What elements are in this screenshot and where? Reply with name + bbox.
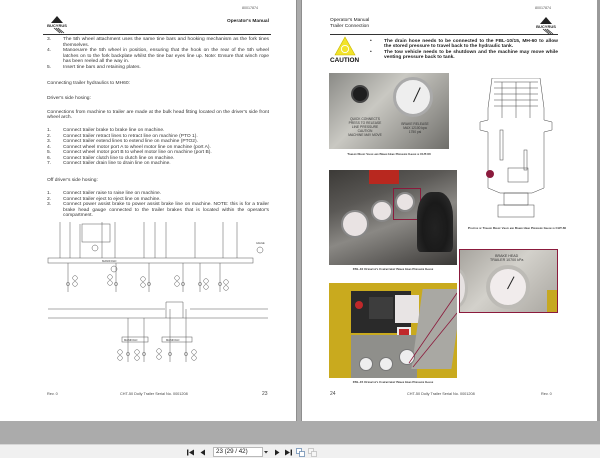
list-item: 4. Connect wheel motor port A to wheel motor line on machine (port A).: [47, 144, 211, 150]
footer-rev: Rev. 0: [47, 392, 58, 396]
list-item: 3. Connect power assist brake to power assist brake line on machine. NOTE: this is for a trailer brake head gauge connected to the trailer brakes that is located within the operator's compartment.: [47, 202, 269, 218]
photo-relief-valve-plate: [329, 73, 449, 149]
svg-text:BUCYRUS: BUCYRUS: [536, 24, 556, 29]
steps-top-list: [47, 37, 269, 70]
list-item: 2. Connect trailer retract lines to retract line on machine (PTO 1).: [47, 133, 198, 139]
continuous-pages-icon: [308, 448, 317, 457]
footer-rev: Rev. 0: [541, 392, 552, 396]
last-page-icon: [284, 449, 292, 456]
header-title: Operator's Manual Trailer Connection: [330, 18, 370, 29]
previous-page-icon: [200, 449, 206, 456]
valve-location-marker: [486, 170, 494, 178]
list-item: 7. Connect trailer drain line to drain line on machine.: [47, 161, 171, 166]
plate-text-quick-connects: QUICK CONNECTS PRESS TO RELEASE LINE PRESSURE CAUTION MACHINE MAY MOVE: [348, 117, 382, 137]
first-page-icon: [187, 449, 195, 456]
navigation-toolbar: [0, 444, 600, 458]
svg-text:MANIFOLD: MANIFOLD: [124, 339, 138, 342]
footer-center: CHT-50 Dolly Trailer Serial No. 0001208: [120, 392, 188, 396]
next-page-icon: [274, 449, 280, 456]
header-rule: [330, 34, 558, 35]
off-driver-steps-list: [47, 191, 269, 219]
photo-fbl15-compartment: [329, 283, 457, 378]
caution-bullets: [370, 39, 558, 61]
photo-fbl10-compartment: [329, 170, 457, 265]
facing-pages-icon: [296, 448, 305, 457]
last-page-button[interactable]: [283, 447, 292, 457]
caution-label: CAUTION: [330, 57, 360, 64]
footer-center: CHT-50 Dolly Trailer Serial No. 0001208: [407, 392, 475, 396]
caption-photo1: Trailer Relief Valve and Brake Head Pressure Gauge in CHT-60: [347, 152, 431, 156]
footer-page-number: 24: [330, 391, 336, 397]
list-item: 4. Manoeuvre the 5th wheel in position, ensuring that the hook on the rear of the 5th wheel latches on to the fork backplate whilst the tine bar eyes line up. Note: Ensure that winch rope has been reeled all the way in.: [47, 48, 269, 64]
svg-text:MANIFOLD: MANIFOLD: [166, 339, 180, 342]
list-item: 3. Connect trailer extend lines to extend line on machine (PTO2).: [47, 139, 199, 144]
list-item: 2. Connect trailer eject to eject line on machine.: [47, 196, 161, 202]
chevron-down-icon: [264, 451, 268, 454]
previous-page-button[interactable]: [198, 447, 207, 457]
facing-pages-view-button[interactable]: [296, 447, 305, 457]
header-title: Operator's Manual: [227, 19, 269, 24]
page-dropdown-button[interactable]: [263, 447, 269, 457]
paragraph-off-driver: Off driver's side hosing:: [47, 178, 98, 183]
doc-number: 80017874: [535, 6, 551, 10]
list-item: 3. The 5th wheel attachment uses the same tine bars and hooking mechanism as the fork tines themselves.: [47, 37, 269, 48]
pressure-gauge: [393, 77, 433, 117]
bucyrus-logo: [532, 15, 560, 35]
photo-brake-head-gauge: BRAKE HEAD TRAILER 10700 kPa: [459, 249, 558, 313]
brake-head-gauge-dial: [486, 265, 530, 309]
list-item: 5. Connect wheel motor port B to wheel motor line on machine (port B).: [47, 150, 212, 155]
list-item: • The tow vehicle needs to be shutdown and the machine may move while venting pressure back to tank.: [370, 49, 558, 61]
caption-diagram: Position of Trailer Relief Valve and Brake Head Pressure Gauge in CHT-60: [467, 226, 567, 230]
page-24: [301, 0, 598, 421]
hydraulic-schematic: [40, 222, 272, 392]
driver-steps-list: [47, 128, 269, 167]
list-item: 6. Connect trailer clutch line to clutch line on machine.: [47, 155, 175, 161]
page-23: [0, 0, 297, 421]
trailer-top-view-diagram: [472, 78, 562, 218]
caution-warning-icon: [334, 36, 356, 56]
svg-text:GAUGE: GAUGE: [256, 242, 265, 245]
paragraph-connections: Connections from machine to trailer are made at the bulk head fitting located on the driver's side front wheel arch.: [47, 110, 269, 121]
paragraph-connecting: Connecting trailer hydraulics to MH60:: [47, 81, 130, 86]
bucyrus-logo: [43, 14, 71, 34]
caption-photo4: FBL-15 Operator's Compartment Brake Head Pressure Gauge: [352, 380, 434, 384]
footer-page-number: 23: [262, 391, 268, 397]
list-item: • The drain hose needs to be connected to the FBL-10/15, MH-60 to allow the stored pressure to travel back to the hydraulic tank.: [370, 39, 558, 50]
caption-photo2: FBL-10 Operator's Compartment Brake Head Pressure Gauge: [352, 267, 434, 271]
paragraph-driver-side: Driver's side hosing:: [47, 96, 91, 101]
page-number-input[interactable]: 23 (29 / 42): [213, 447, 263, 457]
list-item: 5. Insert tine bars and retaining plates.: [47, 64, 141, 70]
plate-text-brake-release: BRAKE RELEASE MAX 12100 kpa 1750 psi: [401, 122, 429, 134]
header-rule: [43, 34, 271, 35]
list-item: 1. Connect trailer raise to raise line on machine.: [47, 191, 162, 196]
svg-text:MANIFOLD: MANIFOLD: [102, 259, 117, 263]
list-item: 1. Connect trailer brake to brake line on machine.: [47, 128, 165, 133]
doc-number: 80017874: [242, 6, 258, 10]
continuous-pages-view-button[interactable]: [308, 447, 317, 457]
first-page-button[interactable]: [186, 447, 195, 457]
svg-text:BUCYRUS: BUCYRUS: [47, 23, 67, 28]
quick-connect-knob: [351, 85, 369, 103]
next-page-button[interactable]: [272, 447, 281, 457]
